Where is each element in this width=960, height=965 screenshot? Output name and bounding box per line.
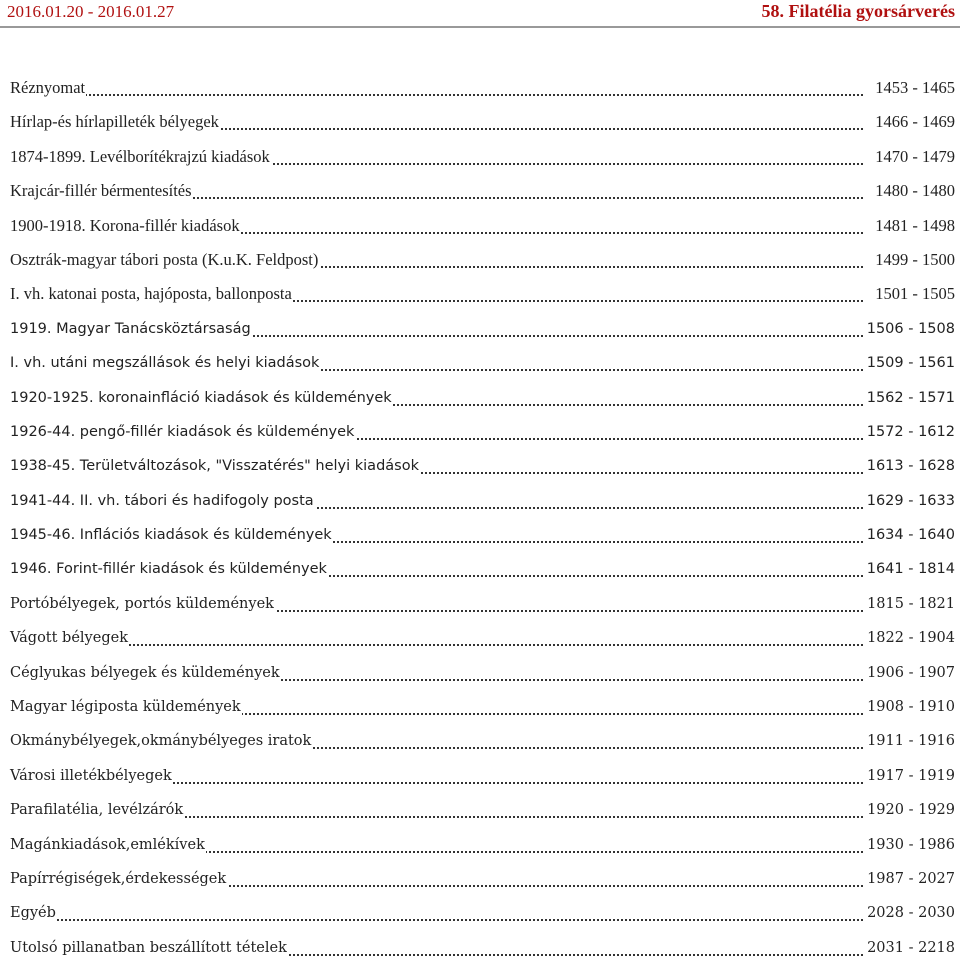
- toc-entry-lot-range: 1908 - 1910: [867, 699, 955, 716]
- toc-entry-label: Vágott bélyegek: [10, 621, 129, 655]
- toc-entry-label: 1945-46. Inflációs kiadások és küldemények: [10, 518, 333, 552]
- toc-entry-label: 1920-1925. koronainfláció kiadások és küldemények: [10, 381, 393, 415]
- toc-entry-lot-range: 1506 - 1508: [866, 320, 955, 337]
- toc-entry-label: 1900-1918. Korona-fillér kiadások: [10, 209, 241, 243]
- toc-entry[interactable]: [10, 931, 955, 965]
- toc-entry-label: 1926-44. pengő-fillér kiadások és küldemények: [10, 415, 355, 449]
- toc-entry[interactable]: [10, 415, 955, 449]
- toc-entry-lot-range: 1987 - 2027: [867, 870, 955, 887]
- toc-entry[interactable]: [10, 209, 955, 243]
- toc-entry-label: Okmánybélyegek,okmánybélyeges iratok: [10, 724, 312, 758]
- table-of-contents: [10, 71, 955, 965]
- toc-entry[interactable]: [10, 552, 955, 586]
- toc-entry-lot-range: 2028 - 2030: [867, 905, 955, 922]
- toc-entry-label: 1919. Magyar Tanácsköztársaság: [10, 312, 252, 346]
- toc-entry-label: Városi illetékbélyegek: [10, 759, 173, 793]
- toc-entry-label: I. vh. utáni megszállások és helyi kiadások: [10, 346, 320, 380]
- toc-entry-label: Parafilatélia, levélzárók: [10, 793, 184, 827]
- toc-entry[interactable]: [10, 449, 955, 483]
- toc-entry[interactable]: [10, 587, 955, 621]
- toc-entry-lot-range: 1613 - 1628: [866, 458, 955, 475]
- toc-entry[interactable]: [10, 759, 955, 793]
- dot-leader: [10, 644, 863, 646]
- toc-entry-label: 1938-45. Területváltozások, "Visszatérés" helyi kiadások: [10, 449, 420, 483]
- toc-entry-lot-range: 1470 - 1479: [875, 146, 955, 166]
- toc-entry[interactable]: [10, 724, 955, 758]
- toc-entry-label: Papírrégiségek,érdekességek: [10, 862, 227, 896]
- toc-entry-lot-range: 1920 - 1929: [867, 802, 955, 819]
- toc-entry-label: 1941-44. II. vh. tábori és hadifogoly posta: [10, 484, 315, 518]
- toc-entry-label: Krajcár-fillér bérmentesítés: [10, 174, 193, 208]
- toc-entry[interactable]: [10, 346, 955, 380]
- toc-entry-label: Osztrák-magyar tábori posta (K.u.K. Feldpost): [10, 243, 319, 277]
- toc-entry-lot-range: 1634 - 1640: [866, 527, 955, 544]
- toc-entry[interactable]: [10, 621, 955, 655]
- toc-entry[interactable]: [10, 518, 955, 552]
- toc-entry-lot-range: 1815 - 1821: [867, 595, 955, 612]
- toc-entry-lot-range: 1501 - 1505: [875, 284, 955, 304]
- toc-entry-lot-range: 1911 - 1916: [867, 733, 955, 750]
- toc-entry-label: Réznyomat: [10, 71, 86, 105]
- toc-entry-label: Céglyukas bélyegek és küldemények: [10, 656, 281, 690]
- toc-entry-lot-range: 1930 - 1986: [867, 836, 955, 853]
- toc-entry-label: Magyar légiposta küldemények: [10, 690, 242, 724]
- toc-entry-lot-range: 1562 - 1571: [866, 389, 955, 406]
- toc-entry[interactable]: [10, 312, 955, 346]
- toc-entry[interactable]: [10, 484, 955, 518]
- toc-entry-lot-range: 1641 - 1814: [866, 561, 955, 578]
- toc-entry-lot-range: 1481 - 1498: [875, 215, 955, 235]
- toc-entry-lot-range: 1572 - 1612: [866, 423, 955, 440]
- toc-entry[interactable]: [10, 277, 955, 311]
- toc-entry-lot-range: 1480 - 1480: [875, 181, 955, 201]
- toc-entry-label: 1874-1899. Levélborítékrajzú kiadások: [10, 140, 271, 174]
- toc-entry-label: Utolsó pillanatban beszállított tételek: [10, 931, 288, 965]
- toc-entry-lot-range: 1453 - 1465: [875, 78, 955, 97]
- toc-entry-lot-range: 1822 - 1904: [867, 630, 955, 647]
- toc-entry[interactable]: [10, 381, 955, 415]
- dot-leader: [10, 919, 863, 921]
- toc-entry-lot-range: 1509 - 1561: [866, 355, 955, 372]
- toc-entry[interactable]: [10, 793, 955, 827]
- toc-entry-lot-range: 1906 - 1907: [867, 664, 955, 681]
- page-header: [0, 0, 960, 26]
- toc-entry[interactable]: [10, 862, 955, 896]
- toc-entry[interactable]: [10, 105, 955, 139]
- toc-entry[interactable]: [10, 243, 955, 277]
- toc-entry[interactable]: [10, 656, 955, 690]
- toc-entry-lot-range: 1917 - 1919: [867, 767, 955, 784]
- toc-entry[interactable]: [10, 690, 955, 724]
- toc-entry-lot-range: 1629 - 1633: [866, 492, 955, 509]
- toc-entry-label: Portóbélyegek, portós küldemények: [10, 587, 275, 621]
- toc-entry[interactable]: [10, 174, 955, 208]
- toc-entry[interactable]: [10, 896, 955, 930]
- toc-entry-lot-range: 2031 - 2218: [867, 939, 955, 956]
- auction-title: 58. Filatélia gyorsárverés: [761, 1, 955, 21]
- header-divider: [0, 26, 960, 28]
- toc-entry[interactable]: [10, 71, 955, 105]
- auction-date-range: 2016.01.20 - 2016.01.27: [7, 2, 175, 21]
- toc-entry-label: Hírlap-és hírlapilleték bélyegek: [10, 105, 220, 139]
- toc-entry-lot-range: 1499 - 1500: [875, 249, 955, 269]
- dot-leader: [10, 94, 863, 96]
- toc-entry-label: I. vh. katonai posta, hajóposta, ballonposta: [10, 277, 293, 311]
- toc-entry-lot-range: 1466 - 1469: [875, 112, 955, 132]
- toc-entry-label: Egyéb: [10, 896, 57, 930]
- toc-entry[interactable]: [10, 828, 955, 862]
- toc-entry[interactable]: [10, 140, 955, 174]
- toc-entry-label: Magánkiadások,emlékívek: [10, 828, 206, 862]
- toc-entry-label: 1946. Forint-fillér kiadások és küldemények: [10, 552, 328, 586]
